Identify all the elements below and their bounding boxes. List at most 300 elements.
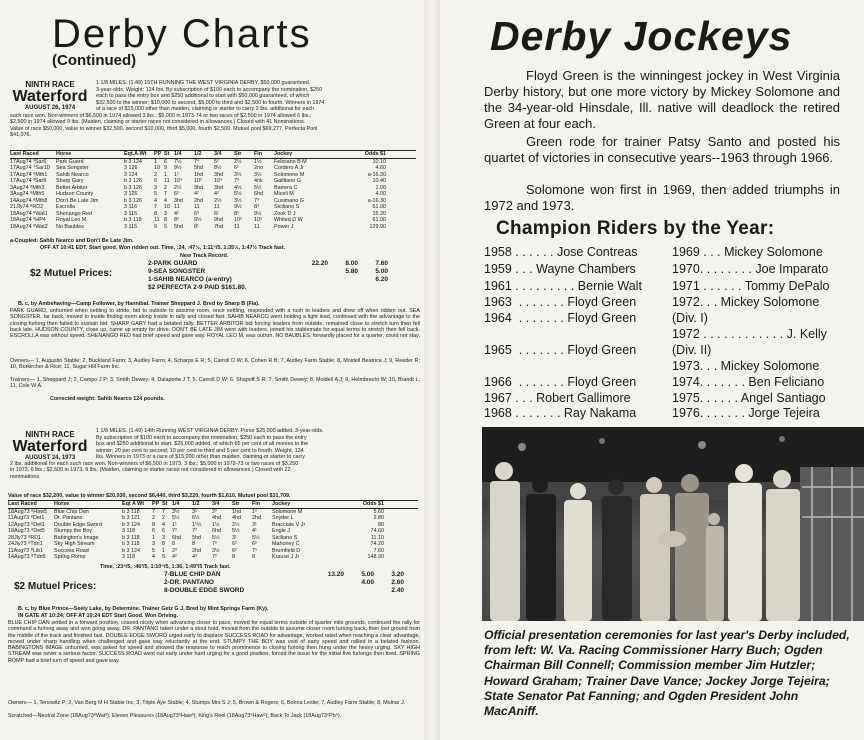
table-cell: a-16.30 — [367, 171, 386, 178]
table-cell: Stumpy the Boy — [54, 528, 93, 534]
table-cell: 1hd — [232, 508, 241, 515]
race2-breeding: B. c, by Blue Prince—Seely Lake, by Determine. Trainer Getz G J. Bred by Mint Springs Farm (Ky). — [18, 606, 269, 612]
table-cell: 1¹ — [172, 521, 177, 528]
mutuel-cell: 2-PARK GUARD — [148, 260, 198, 267]
table-cell: Blue Chip Dan — [54, 508, 89, 515]
table-cell: Sharp Gary — [56, 178, 84, 184]
champion-entry: 1966 . . . . . . . Floyd Green — [484, 375, 637, 389]
mutuel-cell — [358, 284, 388, 292]
table-cell: 1 — [154, 158, 157, 165]
table-cell: 7³ — [234, 178, 239, 184]
column-header: 3/4 — [214, 151, 222, 157]
condition-line: winner; 20 per cent to second; 10 per cent to third and 5 per cent to fourth. Weight, 124 — [96, 447, 304, 454]
column-header: Last Raced — [10, 151, 39, 157]
table-cell: 11 — [174, 204, 180, 210]
table-cell: 3 118 — [122, 554, 136, 560]
table-cell: 80 — [378, 521, 384, 528]
champion-entry: 1971 . . . . . . Tommy DePalo — [672, 279, 830, 293]
table-cell: 9½ — [254, 210, 262, 217]
table-cell: 17Aug74 ⁸Mth1 — [10, 171, 48, 178]
table-cell: b 3 124 — [124, 158, 142, 165]
table-cell: 14Aug73 ⁸Tdn5 — [8, 554, 46, 560]
table-cell: Success Road — [54, 547, 89, 554]
table-cell: 4 — [164, 197, 167, 204]
table-cell: 5½ — [254, 184, 262, 191]
champion-entry: 1973. . . Mickey Solomone — [672, 359, 820, 373]
table-cell: Cusimano G — [274, 197, 304, 204]
column-header: 1/4 — [172, 501, 180, 507]
race2-description: BLUE CHIP DAN settled in a forward position, coaxed nicely when advancing closer to pace, moved for equal terms outside of quarter mile grounds, continued the rally for command a furlong away and won going away. DR. PANTANO taken under a stout hold, moved from the outside to assume closer room turning back, then lost ground from the middle of the track and finished fast. DOUBLE EDGE SWORD urged early to displace SUCCESS ROAD for advantage, worked rated when reaching a clear advantage, moved under sharp handling when challenged and gave way reluctantly at the end. STUMPY THE BOY was void of early speed and rallied in a belated fashion. BABINGTONS IMAGE unhurried, was asked for speed and showed the response to reach prominence to closing furlong then hung under the heavy urging. SKY HIGH STREAM was never a serious factor. SUCCESS ROAD went out early under hard urging for a good position, forced the issue for the initial five furlongs then tired. SPRING ROMP had a brief turn of speed and gave way. — [8, 620, 420, 664]
table-cell: b 3 126 — [124, 178, 142, 184]
table-cell: Power J — [274, 223, 294, 230]
table-cell: 24Jly73 ⁸Tdn1 — [8, 541, 43, 547]
table-cell: 4¹ — [174, 210, 179, 217]
derby-charts-page — [0, 0, 424, 740]
table-cell: 6 — [162, 528, 165, 534]
condition-line: By subscription of $100 each to accompany the nomination, $250 each to pass the entry — [96, 434, 307, 441]
table-cell: 10 — [164, 204, 170, 210]
table-cell: 1½ — [212, 521, 220, 528]
table-cell: 11 — [214, 204, 220, 210]
table-cell: 5.60 — [373, 508, 384, 515]
condition-line: lbs. Winners in 1973 or a race of $15,000 other than maiden, claiming or starter to carry — [96, 454, 305, 460]
table-cell: 6¹ — [234, 165, 239, 171]
table-cell: 5 — [164, 223, 167, 230]
table-cell: Brumfield D — [272, 547, 301, 554]
table-cell: Sea Songster — [56, 165, 89, 171]
table-cell: 2 — [164, 184, 167, 191]
table-cell: Dr. Pantano — [54, 515, 83, 521]
table-cell: 8 — [172, 541, 175, 547]
table-cell: 9 — [164, 165, 167, 171]
race2-gate: IN GATE AT 10:24; OFF AT 10:24 EDT Start Good. Won Driving. — [18, 613, 179, 619]
table-cell: 9½ — [234, 204, 242, 210]
table-cell: 6² — [194, 210, 199, 217]
mutuel-cell — [298, 284, 328, 292]
table-cell: 10² — [234, 217, 242, 223]
table-cell: 7 — [164, 191, 167, 197]
table-cell: 6hd — [172, 534, 181, 541]
table-cell: 1¹½ — [192, 521, 202, 528]
mutuel-line — [164, 579, 404, 587]
condition-line: such race won. Non-winners of $6,500 in 1974 allowed 3 lbs.; $5,000 in 1973-74 or two races of $2,500 in 1974 allowed 6 lbs.; — [10, 112, 312, 119]
mutuel-cell: 13.20 — [327, 571, 344, 578]
table-cell: Siciliano S — [272, 534, 298, 541]
table-cell: 61.00 — [372, 217, 386, 223]
table-cell: 10⁴ — [174, 178, 183, 184]
race1-results-table — [10, 150, 416, 230]
table-cell: 3¹ — [252, 521, 257, 528]
table-cell: Sky High Stream — [54, 541, 95, 547]
race1-track: Waterford — [12, 88, 88, 105]
table-cell: 17Aug74 ⁴Sar10 — [10, 165, 50, 171]
race2-results-table — [8, 500, 418, 561]
table-cell: 5 — [154, 191, 157, 197]
table-cell: 5½ — [234, 191, 242, 197]
champion-entry: 1958 . . . . . . Jose Contreas — [484, 245, 638, 259]
table-cell: 7⁴ — [194, 158, 200, 165]
table-cell: 7² — [212, 554, 217, 560]
table-cell: 6² — [252, 541, 257, 547]
column-header: 1/2 — [194, 151, 202, 157]
table-cell: b 3 126 — [124, 197, 142, 204]
table-cell: 1² — [252, 508, 257, 515]
table-cell: 10.40 — [372, 178, 386, 184]
table-cell: 10⁴ — [214, 178, 223, 184]
table-cell: 5hd — [194, 165, 203, 171]
table-cell: b 3 124 — [122, 547, 140, 554]
table-cell: 2.80 — [373, 515, 384, 521]
table-cell: 7.60 — [373, 547, 384, 554]
table-cell: 11 — [164, 178, 170, 184]
condition-line: $32,500 to the winner; $10,000 to second, $5,000 to third and $2,500 to fourth. Winners in 1974 — [96, 99, 325, 106]
column-header: Jockey — [274, 151, 293, 157]
race1-owners: Owners— 1, Augustin Stable; 2, Buckland Farm; 3, Audley Farm; 4, Scharps E R; 5, Carroll D W; 6, Cohen R B; 7, Audley Farm Stable; 8, Moidell Beatrice J; 9, Reeder R; 10, Borkircher & Rice; 11, Sugar Hill Farm Inc. — [10, 358, 420, 371]
race2-number: NINTH RACE — [25, 430, 75, 439]
table-cell: 9½ — [194, 217, 202, 223]
table-cell: 3 — [162, 534, 165, 541]
mutuel-cell: 5.00 — [361, 571, 374, 578]
race1-record: New Track Record. — [180, 253, 229, 259]
table-cell: 6² — [232, 541, 237, 547]
champion-entry: 1975. . . . . . Angel Santiago — [672, 391, 826, 405]
table-cell: Solomone M — [274, 171, 305, 178]
race2-conditions — [10, 428, 422, 480]
table-cell: Park Guard — [56, 158, 84, 165]
table-cell: 6² — [174, 191, 179, 197]
condition-line: 1 1/8 MILES. (1.49) 15TH RUNNING THE WEST VIRGINIA DERBY. $50,000 guaranteed. — [96, 80, 311, 86]
column-header: St — [164, 151, 170, 157]
table-cell: 8 — [162, 541, 165, 547]
table-cell: Mahoney C — [272, 541, 300, 547]
champion-entry: 1964 . . . . . . . Floyd Green — [484, 311, 637, 325]
mutuel-line — [148, 284, 388, 292]
table-cell: 5 — [162, 554, 165, 560]
table-cell: 74.60 — [370, 528, 384, 534]
table-cell: 7hd — [214, 223, 223, 230]
table-cell: 3½ — [212, 547, 220, 554]
table-cell: 4½ — [234, 184, 242, 191]
table-cell: 2½ — [174, 184, 182, 191]
champion-entry: 1967 . . . Robert Gallimore — [484, 391, 631, 405]
mutuel-cell: $2 PERFECTA 2-9 PAID $161.80. — [148, 284, 247, 291]
table-cell: 3 118 — [122, 528, 136, 534]
table-cell: 4² — [172, 554, 177, 560]
table-cell: 8 — [164, 217, 167, 223]
table-cell: 3 126 — [124, 191, 138, 197]
champion-entry: 1963 . . . . . . . Floyd Green — [484, 295, 637, 309]
table-cell: 7 — [154, 204, 157, 210]
table-cell: 3Aug74 ⁸Mth3 — [10, 184, 45, 191]
table-row — [8, 554, 418, 561]
table-cell: 5hd — [174, 223, 183, 230]
table-cell: Gallitano G — [274, 178, 301, 184]
condition-line: Value of race $50,000, value to winner $32,500, second $10,000, third $5,000, fourth $2,500. Mutuel pool $69,277. Perfecta Pool — [10, 125, 318, 132]
column-header: Horse — [54, 501, 70, 507]
mutuel-cell — [314, 579, 344, 587]
champion-entry: (Div. II) — [672, 343, 712, 357]
champion-entry: 1976. . . . . . . Jorge Tejeira — [672, 406, 820, 420]
champion-entry: 1961 . . . . . . . . . Bernie Walt — [484, 279, 642, 293]
table-cell: 12Aug73 ⁶Det1 — [8, 521, 45, 528]
table-cell: 1hd — [194, 171, 203, 178]
table-cell: 4nk — [254, 178, 263, 184]
table-cell: 11 — [194, 204, 200, 210]
table-cell: Shenango Red — [56, 210, 92, 217]
table-cell: 11.10 — [370, 534, 384, 541]
table-cell: 5½ — [232, 528, 240, 534]
table-cell: 2hd — [252, 515, 261, 521]
table-cell: 5 — [152, 547, 155, 554]
table-cell: Escrolla — [56, 204, 76, 210]
table-cell: 18Aug74 ⁶HP4 — [10, 217, 46, 223]
table-cell: 10⁶ — [254, 217, 263, 223]
champion-entry: 1965 . . . . . . . Floyd Green — [484, 343, 637, 357]
intro-paragraph-2: Green rode for trainer Patsy Santo and posted his quartet of victories in consecutive years--1963 through 1966. — [484, 134, 840, 165]
column-header: Fin — [252, 501, 261, 507]
champion-entry: 1959 . . . Wayne Chambers — [484, 262, 636, 276]
champion-entry: 1970. . . . . . . . Joe Imparato — [672, 262, 829, 276]
table-cell: 1 — [152, 534, 155, 541]
race2-mutuel-label: $2 Mutuel Prices: — [14, 581, 97, 592]
table-cell: 8³ — [174, 217, 179, 223]
table-cell: 2² — [212, 508, 217, 515]
condition-line: 2 lbs. additional for each such race won. Non-winners of $6,500 in 1973, 3 lbs.; $5,000 in 1972-73 or two races of $3,250 — [10, 460, 299, 467]
race1-mutuel-label: $2 Mutuel Prices: — [30, 268, 113, 279]
table-cell: 3¹ — [232, 534, 237, 541]
table-cell: 14Aug74 ⁸Mth8 — [10, 197, 48, 204]
champion-entry: 1969 . . . Mickey Solomone — [672, 245, 823, 259]
table-cell: 3² — [192, 508, 197, 515]
table-cell: 129.90 — [369, 223, 386, 230]
table-cell: Spring Romp — [54, 554, 86, 560]
table-cell: 8 — [252, 554, 255, 560]
table-cell: 2no — [254, 165, 263, 171]
table-cell: 15.20 — [372, 210, 386, 217]
page-title: Derby Charts — [52, 12, 312, 56]
race1-description: PARK GUARD, unhurried when settling to stride, bid to outside to assume room, once settling, responded with a rush to leaders and drew off when ridden out. SEA SONGSTER, far back, moved to inside finding room along inside in rally and closed fast. SAHIB NEARCO went holding a light lead, continued with the advantage to the closing furlong then failed to sustain bid. SHARP GARY had a belated rally. BETTER ARBITOR bid forcing leaders from outside, remained close to stretch turn then fell back late. HUDSON COUNTY, close up, came up empty for drive. DON'T BE LATE JIM went with leaders, joined his stablemate for equal terms to stretch then fell back. ESCROLLA was without speed. SHENANGO RED had brief speed and gave way. ROYAL LEO M. was outrun. NO BAUBLES, forwardly placed for a quarter, could not stay. — [10, 308, 420, 340]
mutuel-cell — [298, 268, 328, 276]
race1-date: AUGUST 26, 1974 — [24, 105, 76, 111]
table-cell: Zook D J — [274, 210, 296, 217]
table-cell: 17Aug74 ³Sar6 — [10, 158, 47, 165]
table-cell: 6 — [154, 178, 157, 184]
table-cell: 1 — [164, 171, 167, 178]
table-cell: 6hd — [212, 528, 221, 534]
table-cell: 18Aug73 ⁶Haw5 — [8, 508, 48, 515]
mutuel-cell: 2.40 — [391, 587, 404, 594]
table-cell: 3 — [154, 184, 157, 191]
table-cell: 4 — [152, 554, 155, 560]
table-cell: 2hd — [192, 547, 201, 554]
table-cell: 6 — [164, 158, 167, 165]
column-header: Str — [232, 501, 240, 507]
page-title-jockeys: Derby Jockeys — [490, 13, 793, 59]
table-cell: 4.60 — [375, 165, 386, 171]
column-header: St — [162, 501, 168, 507]
condition-line: in 1973, 6 lbs.; $2,500 in 1973, 9 lbs. (Maiden, claiming or starter races not considered in allowances.) Closed with 22 — [10, 467, 291, 473]
table-cell: 7⁵ — [252, 547, 258, 554]
table-cell: 4 — [162, 521, 165, 528]
mutuel-cell: 7-BLUE CHIP DAN — [164, 571, 221, 578]
table-cell: 11Aug73 ⁸Lib1 — [8, 547, 44, 554]
table-cell: 8² — [234, 210, 239, 217]
mutuel-cell — [328, 276, 358, 284]
table-cell: 1.00 — [375, 184, 386, 191]
table-cell: 10 — [154, 165, 160, 171]
column-header: 3/4 — [212, 501, 220, 507]
table-cell: 28Jly73 ⁸RD1 — [8, 534, 42, 541]
table-cell: 7³ — [254, 197, 259, 204]
table-cell: b 3 121 — [122, 515, 140, 521]
table-cell: 11 — [254, 223, 260, 230]
table-cell: b 3 124 — [122, 521, 140, 528]
table-cell: 9 — [154, 223, 157, 230]
table-header — [8, 500, 418, 509]
table-cell: 18Aug74 ⁸Wat1 — [10, 210, 48, 217]
table-cell: Cordero A Jr — [274, 165, 304, 171]
table-cell: b 3 118 — [122, 508, 140, 515]
table-cell: 7² — [212, 541, 217, 547]
mutuel-cell: 1-SAHIB NEARCO (a-entry) — [148, 276, 232, 283]
table-cell: 2³ — [172, 547, 177, 554]
table-cell: 3 — [164, 210, 167, 217]
table-cell: 3 115 — [124, 223, 138, 230]
condition-line: box and $250 additional to start. $25,000 added, of which 65 per cent of all monies to the — [96, 441, 309, 447]
table-cell: 3½ — [234, 171, 242, 178]
table-header — [10, 150, 416, 159]
race1-conditions — [10, 80, 422, 139]
table-cell: 3½ — [254, 171, 262, 178]
race1-coupled: a-Coupled: Sahib Nearco and Don't Be Late Jim. — [10, 238, 134, 244]
column-header: Odds $1 — [362, 501, 384, 507]
column-header: Jockey — [272, 501, 291, 507]
mutuel-cell: 6.20 — [375, 276, 388, 283]
race2-owners: Owners— 1, Tenowitz P; 2, Van Berg M H Stable Inc; 3, Triple Aye Stable; 4, Stumps Mrs S J; 5, Brown & Rogers; 6, Bohna Leslie; 7, Audley Farm Stable; 8, Molnar J. — [8, 700, 406, 706]
table-cell: 3 — [152, 541, 155, 547]
mutuel-line — [148, 276, 388, 284]
table-cell: a-16.30 — [367, 197, 386, 204]
table-cell: 1 — [162, 547, 165, 554]
table-cell: Bracciale V Jr — [272, 521, 306, 528]
condition-line: of a race of $15,000 other than maiden, claiming or starter to carry 2 lbs. additional for each — [96, 106, 315, 112]
intro-paragraph-3: Solomone won first in 1969, then added triumphs in 1972 and 1973. — [484, 182, 840, 213]
table-cell: b 3 126 — [124, 184, 142, 191]
mutuel-line — [148, 260, 388, 268]
mutuel-line — [164, 571, 404, 579]
race2-time: Time, :23⁴/5, :46³/5, 1:10⁴/5, 1:36, 1:49³/5 Track fast. — [100, 564, 231, 570]
mutuel-cell: 2.60 — [391, 579, 404, 586]
table-cell: 2hd — [194, 197, 203, 204]
table-cell: 1½ — [254, 158, 262, 165]
table-cell: 8½ — [214, 165, 222, 171]
table-cell: 6 — [152, 528, 155, 534]
race2-mutuel-prices — [14, 571, 414, 603]
table-cell: 8⁴ — [254, 204, 260, 210]
column-header: PP — [154, 151, 162, 157]
column-header: Horse — [56, 151, 72, 157]
table-cell: 5hd — [192, 534, 201, 541]
race2-value-line: Value of race $32,200, value to winner $20,930, second $6,440, third $3,220, fourth $1,610. Mutuel pool $31,709. — [8, 493, 291, 499]
table-cell: 8¹ — [194, 223, 199, 230]
mutuel-cell — [344, 587, 374, 595]
race1-off-time: OFF AT 10:41 EDT. Start good. Won ridden out. Time, :24, :47½, 1:11⁴/5, 1:35½, 1:47½ Track fast. — [40, 245, 286, 251]
table-cell: 4.00 — [375, 191, 386, 197]
condition-line: nominations. — [10, 473, 41, 480]
table-cell: Sahib Nearco — [56, 171, 89, 178]
table-cell: 8 — [154, 210, 157, 217]
mutuel-line — [148, 268, 388, 276]
table-cell: 2½ — [214, 197, 222, 204]
table-cell: 3Aug74 ⁸Mth5 — [10, 191, 45, 197]
table-cell: 4² — [194, 191, 199, 197]
table-cell: 3 116 — [124, 204, 138, 210]
table-cell: 4² — [214, 191, 219, 197]
table-cell: 3hd — [214, 184, 223, 191]
table-cell: Siciliano S — [274, 204, 300, 210]
table-cell: 9½ — [174, 165, 182, 171]
table-cell: 3 124 — [124, 171, 138, 178]
condition-line: 3-year-olds. Weight: 124 lbs. By subscription of $100 each to accompany the nomination, $250 — [96, 86, 323, 93]
table-cell: Krause J Jr — [272, 554, 300, 560]
table-cell: 11Aug73 ⁸Det1 — [8, 515, 45, 521]
table-cell: 3hd — [174, 197, 183, 204]
table-cell: 17Aug74 ³Sar9 — [10, 178, 47, 184]
table-cell: 7 — [162, 508, 165, 515]
presentation-photo — [482, 427, 864, 621]
table-cell: Royal Leo M. — [56, 217, 88, 223]
condition-line: $2,500 in 1974 allowed 9 lbs. (Maiden, claiming or starter races not considered in allowances.) Closed with 41 Nominations. — [10, 119, 306, 125]
table-cell: 2 — [162, 515, 165, 521]
race2-track: Waterford — [12, 438, 88, 455]
condition-line: each to pass the entry box and $250 additional to start with $50,000 guaranteed, of which — [96, 93, 310, 99]
table-cell: 3 115 — [124, 210, 138, 217]
table-cell: 10.10 — [372, 158, 386, 165]
table-cell: b 3 118 — [122, 541, 140, 547]
race1-mutuel-prices — [30, 260, 420, 300]
mutuel-cell: 2-DR. PANTANO — [164, 579, 214, 586]
table-cell: 2 — [154, 171, 157, 178]
table-cell: Miceli M — [274, 191, 294, 197]
mutuel-cell: 22.20 — [311, 260, 328, 267]
race1-number: NINTH RACE — [25, 80, 75, 89]
table-cell: Engle J — [272, 528, 290, 534]
condition-line: 1 1/8 MILES. (1.49) 14th Running WEST VIRGINIA DERBY. Purse $25,000 added. 3-year-olds. — [96, 428, 324, 434]
table-cell: Double Edge Sword — [54, 521, 102, 528]
photo-caption: Official presentation ceremonies for last year's Derby included, from left: W. Va. Racing Commissioner Harry Buch; Ogden Chairman Bill Connell; Commission member Jim Hutzler; Howard Graham; Trainer Dave Vance; Jockey Jorge Tejeira; State Senator Pat Fanning; and Ogden President John MacAniff. — [484, 628, 850, 719]
table-cell: 1¹ — [174, 171, 179, 178]
column-header: Eqt.A.Wt — [124, 151, 147, 157]
champion-entry: (Div. I) — [672, 311, 708, 325]
table-cell: 11 — [234, 223, 240, 230]
mutuel-cell: 8.00 — [345, 260, 358, 267]
table-cell: 4¹ — [252, 528, 257, 534]
column-header: PP — [152, 501, 160, 507]
table-cell: 6¹ — [214, 210, 219, 217]
intro-paragraph-1: Floyd Green is the winningest jockey in West Virginia Derby history, but one more victory by Mickey Solomone and the 34-year-old Hinsdale, Ill. native will deadlock the retired Green at four each. — [484, 68, 840, 131]
table-cell: Babington's Image — [54, 534, 99, 541]
page-subtitle: (Continued) — [52, 52, 137, 69]
champions-heading: Champion Riders by the Year: — [496, 218, 775, 239]
table-cell: 4³ — [192, 554, 197, 560]
table-cell: Solomone M — [272, 508, 303, 515]
column-header: Fin — [254, 151, 263, 157]
table-cell: 148.90 — [367, 554, 384, 560]
table-cell: 2½ — [232, 521, 240, 528]
table-row — [10, 224, 416, 231]
table-cell: 2 — [152, 515, 155, 521]
race1-corrected-weight: Corrected weight: Sahib Nearco 124 pounds. — [50, 396, 165, 402]
